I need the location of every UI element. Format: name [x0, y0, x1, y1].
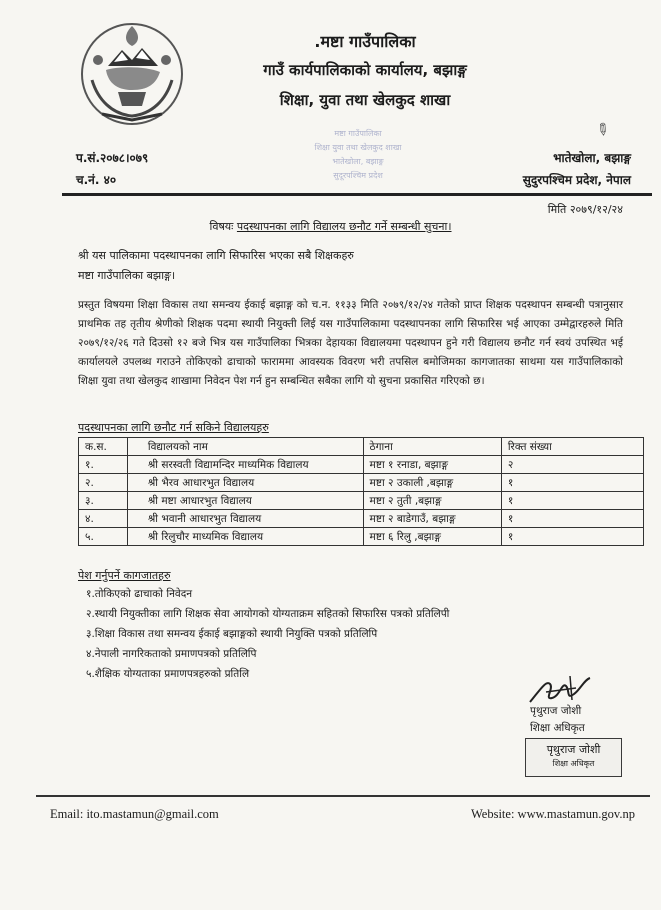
document-item: ३.शिक्षा विकास तथा समन्वय ईकाई बझाङ्गको स्थायी नियुक्ति पत्रको प्रतिलिपि — [86, 628, 378, 640]
cell-sn: ४. — [79, 510, 128, 528]
cell-sn: ५. — [79, 528, 128, 546]
subject-line — [0, 219, 661, 234]
reference-ps: प.सं.२०७८।०७९ — [76, 151, 149, 165]
pin-mark-icon: ✎ — [591, 117, 614, 142]
cell-sn: ३. — [79, 492, 128, 510]
addressee-line-1: श्री यस पालिकामा पदस्थापनका लागि सिफारिस भएका सबै शिक्षकहरु — [78, 249, 354, 262]
footer-email: Email: ito.mastamun@gmail.com — [50, 807, 219, 821]
addressee-line-2: मष्टा गाउँपालिका बझाङ्ग। — [78, 269, 176, 282]
office-name: गाउँ कार्यपालिकाको कार्यालय, बझाङ्ग — [263, 61, 467, 79]
schools-table — [78, 437, 644, 546]
cell-address: मष्टा १ रनाडा, बझाङ्ग — [363, 456, 501, 474]
address-line-1: भातेखोला, बझाङ्ग — [553, 151, 631, 165]
cell-vacancy: १ — [501, 528, 643, 546]
documents-title: पेश गर्नुपर्ने कागजातहरु — [78, 569, 171, 582]
cell-school: श्री भवानी आधारभुत विद्यालय — [127, 510, 363, 528]
subject-text: पदस्थापनका लागि विद्यालय छनौट गर्ने सम्बन्धी सुचना। — [236, 220, 452, 233]
table-row — [79, 492, 644, 510]
address-line-2: सुदुरपश्चिम प्रदेश, नेपाल — [522, 173, 631, 187]
reference-cn: च.नं. ४० — [76, 173, 117, 187]
table-header-row — [79, 438, 644, 456]
letter-date: मिति २०७९/१२/२४ — [547, 203, 623, 216]
document-item: ४.नेपाली नागरिकताको प्रमाणपत्रको प्रतिलिपि — [86, 648, 257, 660]
cell-vacancy: १ — [501, 474, 643, 492]
cell-school: श्री मष्टा आधारभुत विद्यालय — [127, 492, 363, 510]
notice-body: प्रस्तुत विषयमा शिक्षा विकास तथा समन्वय ईकाई बझाङ्ग को च.न. ११३३ मिति २०७९/१२/२४ गतेको प्राप्त शिक्षक पदस्थापन सम्बन्धी पत्रानुसार प्राथमिक तह तृतीय श्रेणीको शिक्षक पदमा स्थायी नियुक्ती लिई यस गाउँपालिकामा पदस्थापनका लागि सिफारिस भई आएका उम्मेद्वारहरुले मिति २०७९/१२/२६ गते दिउसो १२ बजे भित्र यस गाउँपालिका भित्रका देहायका विद्यालयमा पदस्थापन हुने गरी विद्यालय छनौट गर्न स्वयं उपस्थित भई कार्यालयले उपलब्ध गराउने तोकिएको ढाचाको फाराममा आवस्यक विवरण भरी तपसिल बमोजिमका कागजातका साथमा यस गाउँपालिकाको शिक्षा युवा तथा खेलकुद शाखामा निवेदन पेश गर्न हुन सम्बन्धित सबैका लागि यो सुचना प्रकासित गरिएको छ। — [78, 299, 624, 387]
schools-table-title: पदस्थापनका लागि छनौट गर्न सकिने विद्यालयहरु — [78, 421, 269, 434]
cell-address: मष्टा २ बाडेगाउँ, बझाङ्ग — [363, 510, 501, 528]
document-item: ५.शैक्षिक योग्यताका प्रमाणपत्रहरुको प्रतिलि — [86, 668, 250, 680]
nepal-emblem-logo — [78, 20, 186, 128]
office-seal-stamp: मष्टा गाउँपालिका शिक्षा युवा तथा खेलकुद शाखा भातेखोला, बझाङ्ग सुदूरपश्चिम प्रदेश — [314, 129, 402, 180]
col-header-vacancy: रिक्त संख्या — [501, 438, 643, 456]
document-item: १.तोकिएको ढाचाको निवेदन — [86, 588, 193, 600]
footer-divider — [36, 795, 650, 797]
signatory-name: पृथुराज जोशी — [530, 705, 582, 717]
table-row — [79, 456, 644, 474]
col-header-sn: क.स. — [79, 438, 128, 456]
document-item: २.स्थायी नियुक्तीका लागि शिक्षक सेवा आयोगको योग्यताक्रम सहितको सिफारिस पत्रको प्रतिलिपी — [86, 608, 450, 620]
cell-school: श्री रिलुचौर माध्यमिक विद्यालय — [127, 528, 363, 546]
col-header-address: ठेगाना — [363, 438, 501, 456]
header-divider — [62, 193, 652, 196]
stamp-title: शिक्षा अधिकृत — [552, 759, 595, 768]
cell-vacancy: १ — [501, 492, 643, 510]
cell-sn: २. — [79, 474, 128, 492]
cell-sn: १. — [79, 456, 128, 474]
cell-address: मष्टा ६ रिलु ,बझाङ्ग — [363, 528, 501, 546]
name-stamp — [525, 738, 622, 777]
cell-vacancy: २ — [501, 456, 643, 474]
department-name: शिक्षा, युवा तथा खेलकुद शाखा — [279, 91, 451, 109]
table-row — [79, 510, 644, 528]
cell-address: मष्टा २ उकाली ,बझाङ्ग — [363, 474, 501, 492]
footer-website: Website: www.mastamun.gov.np — [470, 807, 635, 821]
table-row — [79, 474, 644, 492]
col-header-school: विद्यालयको नाम — [127, 438, 363, 456]
cell-vacancy: १ — [501, 510, 643, 528]
table-row — [79, 528, 644, 546]
cell-address: मष्टा २ तुती ,बझाङ्ग — [363, 492, 501, 510]
cell-school: श्री सरस्वती विद्यामन्दिर माध्यमिक विद्यालय — [127, 456, 363, 474]
subject-label: विषयः — [209, 220, 234, 233]
cell-school: श्री भैरव आधारभुत विद्यालय — [127, 474, 363, 492]
org-name: .मष्टा गाउँपालिका — [314, 32, 416, 51]
signatory-title: शिक्षा अधिकृत — [530, 722, 585, 734]
stamp-name: पृथुराज जोशी — [546, 743, 601, 756]
